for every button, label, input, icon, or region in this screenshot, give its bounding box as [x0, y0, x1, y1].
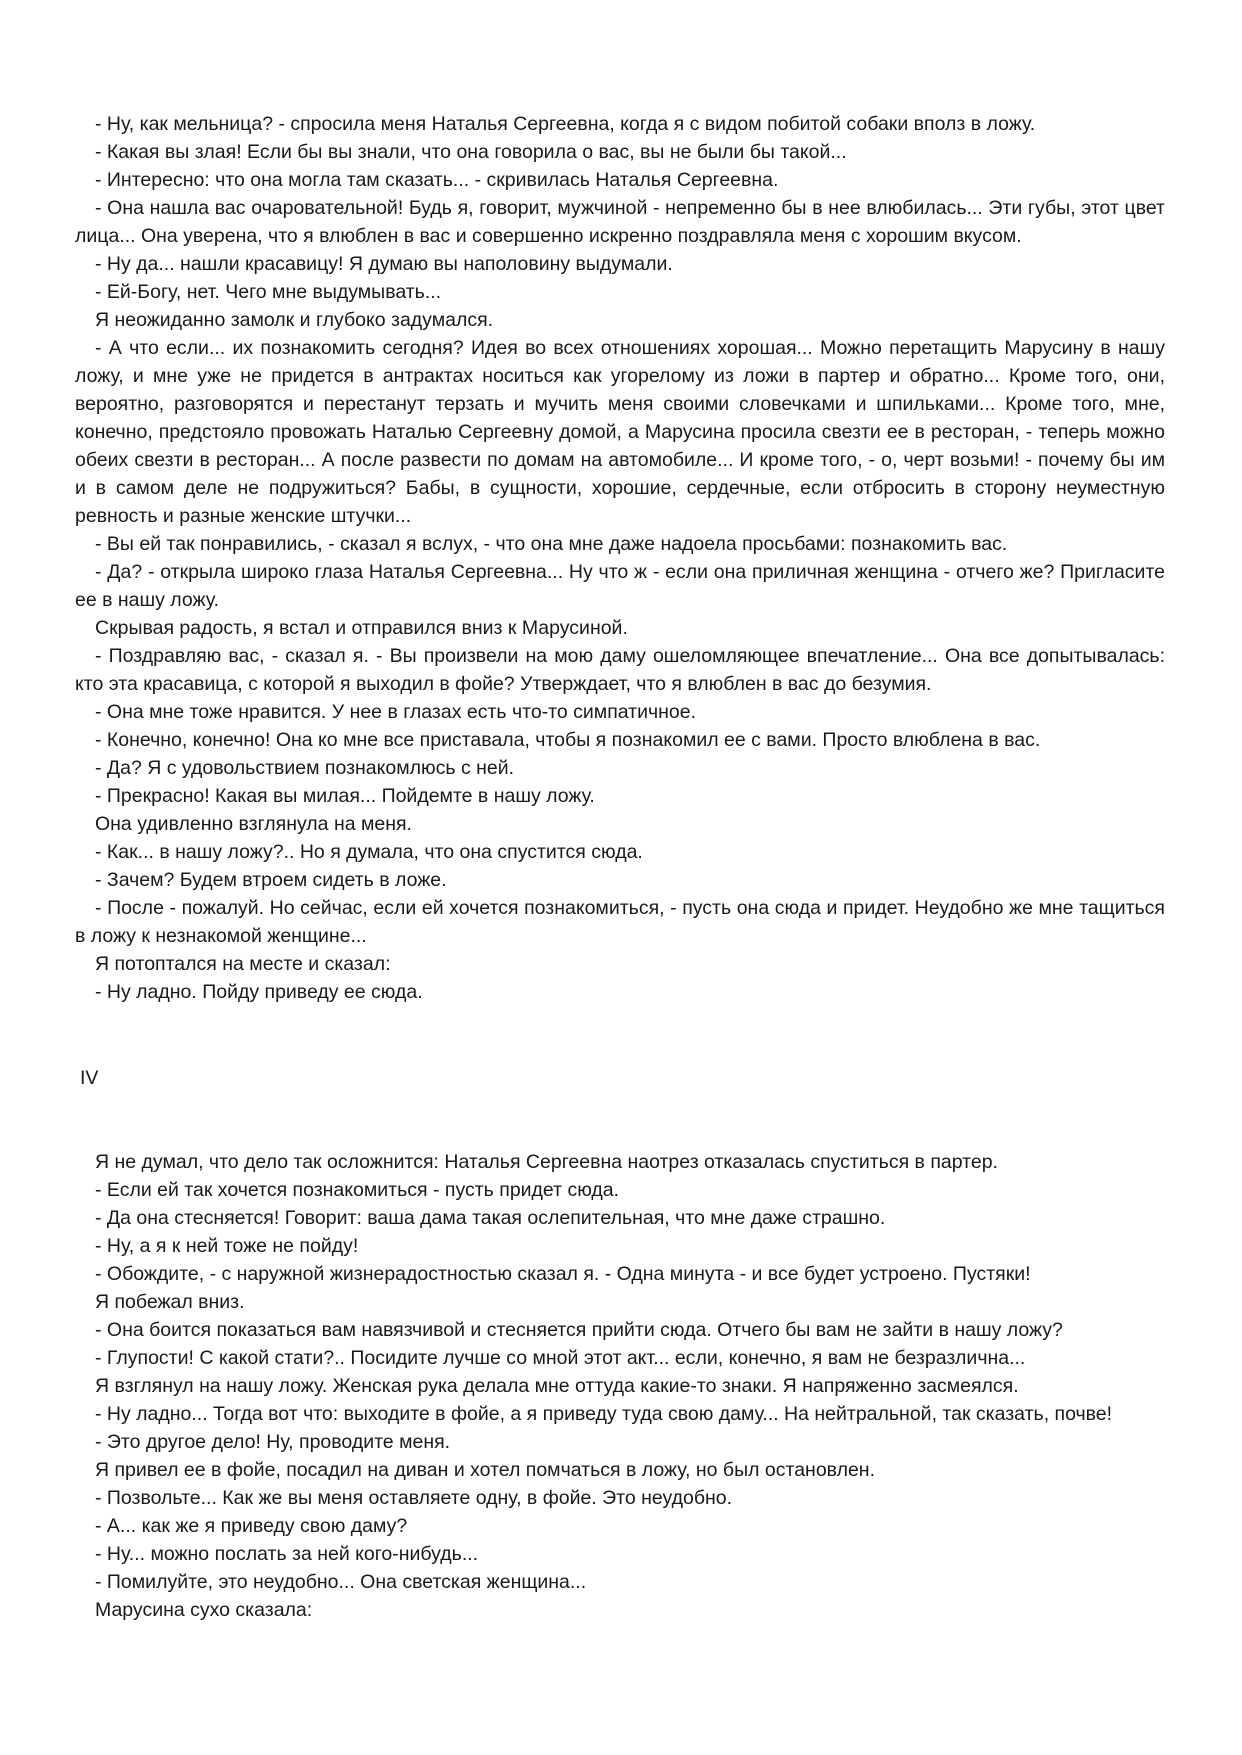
paragraph: - Зачем? Будем втроем сидеть в ложе. [95, 869, 447, 891]
paragraph: - После - пожалуй. Но сейчас, если ей хочется познакомиться, - пусть она сюда и придет. Неудобно же мне тащиться в ложу к незнакомой женщине... [75, 897, 1165, 947]
paragraph: - Какая вы злая! Если бы вы знали, что она говорила о вас, вы не были бы такой... [95, 141, 847, 163]
paragraph: - Да? Я с удовольствием познакомлюсь с ней. [95, 757, 515, 779]
paragraph: - Ей-Богу, нет. Чего мне выдумывать... [95, 281, 442, 303]
paragraph: - Ну да... нашли красавицу! Я думаю вы наполовину выдумали. [95, 253, 673, 275]
paragraph: - Она мне тоже нравится. У нее в глазах есть что-то симпатичное. [95, 701, 697, 723]
paragraph: - Да она стесняется! Говорит: ваша дама такая ослепительная, что мне даже страшно. [95, 1207, 886, 1229]
paragraph: - Прекрасно! Какая вы милая... Пойдемте в нашу ложу. [95, 785, 595, 807]
paragraph: - А что если... их познакомить сегодня? Идея во всех отношениях хорошая... Можно перетащить Марусину в нашу ложу, и мне уже не придется в антрактах носиться как угорелому из ложи в партер и обратно... Кроме того, они, вероятно, разговорятся и перестанут терзать и мучить меня своими словечками и шпильками... Кроме того, мне, конечно, предстояло провожать Наталью Сергеевну домой, а Марусина просила свезти ее в ресторан, - теперь можно обеих свезти в ресторан... А после развести по домам на автомобиле... И кроме того, - о, черт возьми! - почему бы им и в самом деле не подружиться? Бабы, в сущности, хорошие, сердечные, если отбросить в сторону неуместную ревность и разные женские штучки... [75, 337, 1165, 527]
paragraph: - Поздравляю вас, - сказал я. - Вы произвели на мою даму ошеломляющее впечатление... Она все допытывалась: кто эта красавица, с которой я выходил в фойе? Утверждает, что я влюблен в вас до безумия. [75, 645, 1165, 695]
text-block-part-2 [75, 1148, 1165, 1624]
paragraph: - Позвольте... Как же вы меня оставляете одну, в фойе. Это неудобно. [95, 1487, 733, 1509]
paragraph: - А... как же я приведу свою даму? [95, 1515, 408, 1537]
paragraph: - Ну, как мельница? - спросила меня Наталья Сергеевна, когда я с видом побитой собаки вполз в ложу. [95, 113, 1036, 135]
paragraph: - Ну... можно послать за ней кого-нибудь... [95, 1543, 479, 1565]
paragraph: Я привел ее в фойе, посадил на диван и хотел помчаться в ложу, но был остановлен. [95, 1459, 875, 1481]
paragraph: - Это другое дело! Ну, проводите меня. [95, 1431, 451, 1453]
paragraph: - Ну ладно. Пойду приведу ее сюда. [95, 981, 423, 1003]
paragraph: - Она боится показаться вам навязчивой и стесняется прийти сюда. Отчего бы вам не зайти в нашу ложу? [95, 1319, 1063, 1341]
paragraph: - Интересно: что она могла там сказать... - скривилась Наталья Сергеевна. [95, 169, 779, 191]
paragraph: - Помилуйте, это неудобно... Она светская женщина... [95, 1571, 587, 1593]
paragraph: Я потоптался на месте и сказал: [95, 953, 391, 975]
chapter-heading: IV [80, 1067, 99, 1089]
paragraph: Я неожиданно замолк и глубоко задумался. [95, 309, 494, 331]
paragraph: - Обождите, - с наружной жизнерадостностью сказал я. - Одна минута - и все будет устроено. Пустяки! [95, 1263, 1031, 1285]
paragraph: Я побежал вниз. [95, 1291, 245, 1313]
paragraph: - Если ей так хочется познакомиться - пусть придет сюда. [95, 1179, 620, 1201]
paragraph: Она удивленно взглянула на меня. [95, 813, 412, 835]
paragraph: Я взглянул на нашу ложу. Женская рука делала мне оттуда какие-то знаки. Я напряженно засмеялся. [95, 1375, 1019, 1397]
paragraph: Скрывая радость, я встал и отправился вниз к Марусиной. [95, 617, 628, 639]
text-block-part-1 [75, 110, 1165, 1006]
paragraph: - Ну, а я к ней тоже не пойду! [95, 1235, 359, 1257]
paragraph: - Как... в нашу ложу?.. Но я думала, что она спустится сюда. [95, 841, 643, 863]
paragraph: - Да? - открыла широко глаза Наталья Сергеевна... Ну что ж - если она приличная женщина - отчего же? Пригласите ее в нашу ложу. [75, 561, 1165, 611]
paragraph: - Она нашла вас очаровательной! Будь я, говорит, мужчиной - непременно бы в нее влюбилась... Эти губы, этот цвет лица... Она уверена, что я влюблен в вас и совершенно искренно поздравляла меня с хорошим вкусом. [75, 197, 1165, 247]
paragraph: Я не думал, что дело так осложнится: Наталья Сергеевна наотрез отказалась спуститься в партер. [95, 1151, 998, 1173]
paragraph: - Конечно, конечно! Она ко мне все приставала, чтобы я познакомил ее с вами. Просто влюблена в вас. [95, 729, 1041, 751]
paragraph: - Глупости! С какой стати?.. Посидите лучше со мной этот акт... если, конечно, я вам не безразлична... [95, 1347, 1026, 1369]
paragraph: Марусина сухо сказала: [95, 1599, 313, 1621]
paragraph: - Вы ей так понравились, - сказал я вслух, - что она мне даже надоела просьбами: познакомить вас. [95, 533, 1008, 555]
paragraph: - Ну ладно... Тогда вот что: выходите в фойе, а я приведу туда свою даму... На нейтральной, так сказать, почве! [95, 1403, 1113, 1425]
